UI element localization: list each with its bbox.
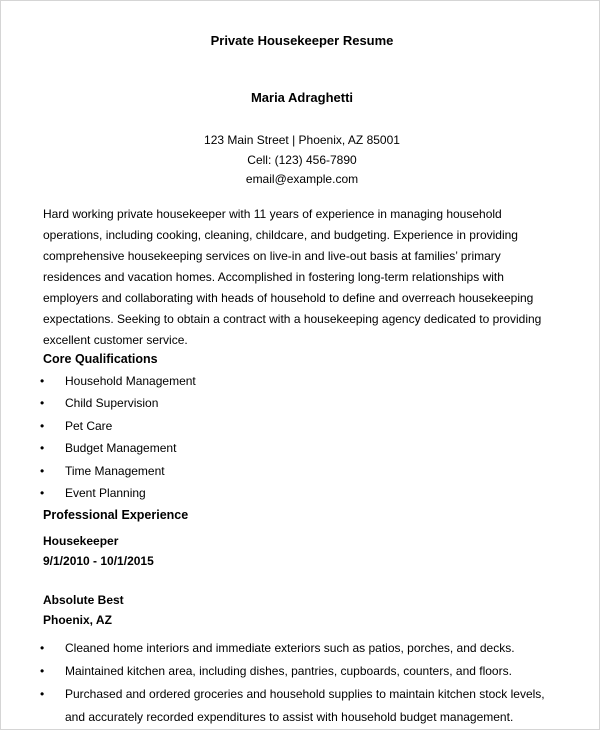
duty-item-label: Purchased and ordered groceries and household supplies to maintain kitchen stock levels, and accurately recorded expenditures to assist with household budget management. [65, 686, 545, 724]
bullet-icon: • [40, 418, 45, 433]
duties-list [40, 637, 561, 729]
bullet-icon: • [40, 686, 45, 701]
contact-address: 123 Main Street | Phoenix, AZ 85001 [204, 133, 400, 147]
employer-name: Absolute Best [43, 592, 124, 607]
qualification-item-label: Child Supervision [65, 396, 159, 410]
core-qualifications-heading: Core Qualifications [43, 351, 158, 366]
job-location: Phoenix, AZ [43, 612, 112, 627]
bullet-icon: • [40, 663, 45, 678]
duty-item [40, 660, 561, 683]
document-title: Private Housekeeper Resume [210, 33, 394, 48]
qualification-item [40, 460, 561, 483]
contact-phone: Cell: (123) 456-7890 [247, 152, 357, 167]
duty-item-label: Cleaned home interiors and immediate exteriors such as patios, porches, and decks. [65, 640, 515, 655]
duty-item [40, 683, 561, 729]
duty-item [40, 637, 561, 660]
qualification-item-label: Time Management [65, 463, 165, 478]
bullet-icon: • [40, 396, 45, 410]
qualification-item [40, 437, 561, 460]
qualification-item [40, 370, 561, 393]
contact-block [43, 131, 561, 190]
qualification-item-label: Event Planning [65, 486, 146, 500]
core-qualifications-list [40, 370, 561, 505]
qualification-item [40, 392, 561, 415]
bullet-icon: • [40, 463, 45, 478]
summary-paragraph: Hard working private housekeeper with 11 years of experience in managing household operations, including cooking, cleaning, childcare, and budgeting. Experience in providing comprehensive housekeeping services on live-in and live-out basis at families’ primary residences and vacation homes. Accomplished in fostering long-term relationships with employers and collaborating with heads of household to define and overreach housekeeping expectations. Seeking to obtain a contract with a housekeeping agency dedicated to providing excellent customer service. [43, 206, 542, 347]
qualification-item-label: Household Management [65, 373, 196, 388]
job-dates: 9/1/2010 - 10/1/2015 [43, 553, 154, 568]
qualification-item [40, 482, 561, 505]
professional-experience-heading: Professional Experience [43, 507, 189, 522]
contact-email: email@example.com [245, 172, 359, 186]
qualification-item-label: Pet Care [65, 418, 113, 433]
bullet-icon: • [40, 373, 45, 388]
job-title: Housekeeper [43, 533, 119, 548]
bullet-icon: • [40, 441, 45, 455]
candidate-name: Maria Adraghetti [250, 90, 354, 105]
qualification-item-label: Budget Management [65, 441, 177, 455]
duty-item-label: Maintained kitchen area, including dishes, pantries, cupboards, counters, and floors. [65, 663, 512, 678]
qualification-item [40, 415, 561, 438]
bullet-icon: • [40, 640, 45, 655]
bullet-icon: • [40, 486, 45, 500]
